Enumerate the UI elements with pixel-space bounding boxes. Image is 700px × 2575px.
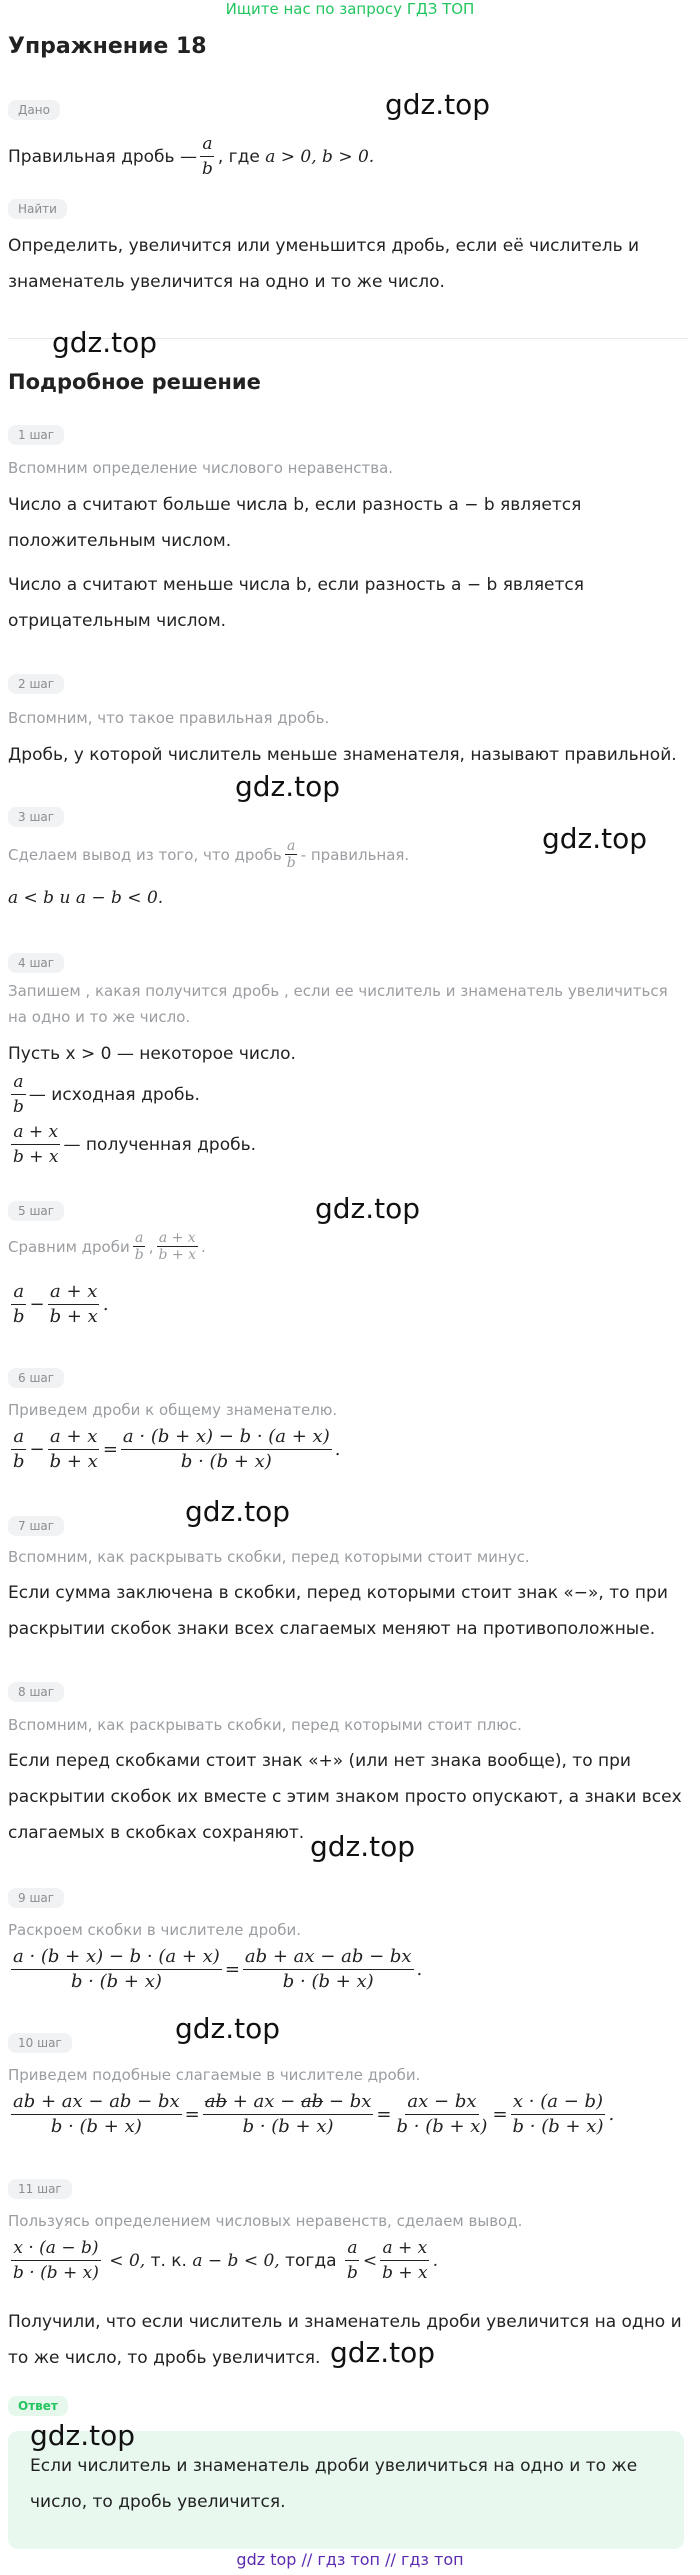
step-8-badge: 8 шаг [8,1682,64,1702]
given-mid: , где [217,146,260,167]
step-3-note-tail: - правильная. [300,845,410,864]
watermark: gdz.top [310,1830,416,1863]
watermark: gdz.top [175,2012,281,2045]
step-2-badge: 2 шаг [8,674,64,694]
search-banner[interactable]: Ищите нас по запросу ГДЗ ТОП [225,0,475,18]
step-5-note-text: Сравним дроби [8,1237,130,1256]
step-7-p1: Если сумма заключена в скобки, перед которыми стоит знак «−», то при раскрытии скобок знаки всех слагаемых меняют на противоположные. [8,1583,668,1639]
fraction-a-b: $\frac{a}{b}$ [134,1230,144,1263]
step-1-p1: Число a считают больше числа b, если разность a − b является положительным числом. [8,495,582,551]
step-4-note: Запишем , какая получится дробь , если ее числитель и знаменатель увеличиться на одно и то же число. [8,982,668,1026]
step-9-note: Раскроем скобки в числителе дроби. [8,1921,302,1939]
step-3-note [8,838,409,871]
find-text: Определить, увеличится или уменьшится дробь, если её числитель и знаменатель увеличится на одно и то же число. [8,236,640,292]
fraction-ax-bx: $\frac{a + x}{b + x}$ [158,1230,196,1263]
step-4-p1: Пусть x > 0 — некоторое число. [8,1044,296,1064]
step-11-p1: Получили, что если числитель и знаменатель дроби увеличится на одно и то же число, то дробь увеличится. [8,2312,682,2368]
step-10-note: Приведем подобные слагаемые в числителе дроби. [8,2066,421,2084]
watermark: gdz.top [385,88,491,121]
step-4-p3 [8,1120,256,1169]
step-5-badge: 5 шаг [8,1201,64,1221]
step-8-note: Вспомним, как раскрывать скобки, перед которыми стоит плюс. [8,1716,522,1734]
step-6-note: Приведем дроби к общему знаменателю. [8,1401,338,1419]
step-8-p1: Если перед скобками стоит знак «+» (или нет знака вообще), то при раскрытии скобок их вместе с этим знаком просто опускают, а знаки всех слагаемых в скобках сохраняют. [8,1751,682,1843]
watermark: gdz.top [185,1495,291,1528]
step-7-note: Вспомним, как раскрывать скобки, перед которыми стоит минус. [8,1548,530,1566]
step-3-badge: 3 шаг [8,807,64,827]
answer-text: Если числитель и знаменатель дроби увеличиться на одно и то же число, то дробь увеличится. [30,2456,638,2512]
step-3-p1: a < b и a − b < 0. [8,888,164,908]
step-1-p2: Число a считают меньше числа b, если разность a − b является отрицательным числом. [8,575,584,631]
step-11-formula: $\frac{x \cdot (a - b)}{b \cdot (b + x)}$ < 0, т. к. a − b < 0, тогда $\frac{a}{b}$ < $\frac{a + x}{b + x}$ . [13,2238,439,2283]
page-title: Упражнение 18 [8,34,207,59]
step-4-p2 [8,1070,200,1119]
footer-links[interactable]: gdz top // гдз топ // гдз топ [236,2550,464,2569]
given-condition: a > 0, b > 0. [265,146,375,167]
step-1-badge: 1 шаг [8,425,64,445]
given-prefix: Правильная дробь — [8,146,197,167]
step-11-badge: 11 шаг [8,2179,72,2199]
given-badge: Дано [8,100,60,120]
fraction-a-b: $\frac{a}{b}$ [286,838,296,871]
step-2-note: Вспомним, что такое правильная дробь. [8,709,330,727]
watermark: gdz.top [542,822,648,855]
fraction-ax-bx: $\frac{a + x}{b + x}$ [13,1122,59,1167]
step-4-badge: 4 шаг [8,953,64,973]
step-2-p1: Дробь, у которой числитель меньше знаменателя, называют правильной. [8,745,677,765]
step-6-formula: $\frac{a}{b}$ − $\frac{a + x}{b + x}$ = $\frac{a \cdot (b + x) - b \cdot (a + x)}{b \cdot (b + x)}$ . [13,1426,341,1472]
fraction-a-b: $\frac{a}{b}$ [201,134,213,179]
given-text [8,132,688,181]
find-badge: Найти [8,199,67,219]
step-11-note: Пользуясь определением числовых неравенств, сделаем вывод. [8,2212,523,2230]
step-5-note: Сравним дроби $\frac{a}{b}$ , $\frac{a + x}{b + x}$ . [8,1230,206,1263]
step-6-badge: 6 шаг [8,1368,64,1388]
step-9-formula: $\frac{a \cdot (b + x) - b \cdot (a + x)}{b \cdot (b + x)}$ = $\frac{ab + ax - ab - bx}{b \cdot (b + x)}$ . [13,1946,423,1992]
step-5-formula: $\frac{a}{b}$ − $\frac{a + x}{b + x}$ . [13,1281,109,1327]
step-9-badge: 9 шаг [8,1888,64,1908]
watermark: gdz.top [30,2419,136,2452]
step-1-note: Вспомним определение числового неравенства. [8,459,394,477]
fraction-a-b: $\frac{a}{b}$ [13,1072,24,1117]
watermark: gdz.top [235,770,341,803]
answer-badge: Ответ [8,2396,68,2416]
watermark: gdz.top [315,1192,421,1225]
step-4-p3-text: — полученная дробь. [63,1134,257,1155]
watermark: gdz.top [52,326,158,359]
step-3-note-text: Сделаем вывод из того, что дробь [8,845,282,864]
step-4-p2-text: — исходная дробь. [28,1084,200,1105]
step-10-formula: $\frac{ab + ax - ab - bx}{b \cdot (b + x)}$ = $\frac{ab + ax - ab - bx}{b \cdot (b + x)}$ = $\frac{ax - bx}{b \cdot (b + x)}$ = $\frac{x \cdot (a - b)}{b \cdot (b + x)}$ . [13,2091,615,2137]
solution-title: Подробное решение [8,370,261,394]
watermark: gdz.top [330,2336,436,2369]
step-7-badge: 7 шаг [8,1516,64,1536]
step-10-badge: 10 шаг [8,2033,72,2053]
